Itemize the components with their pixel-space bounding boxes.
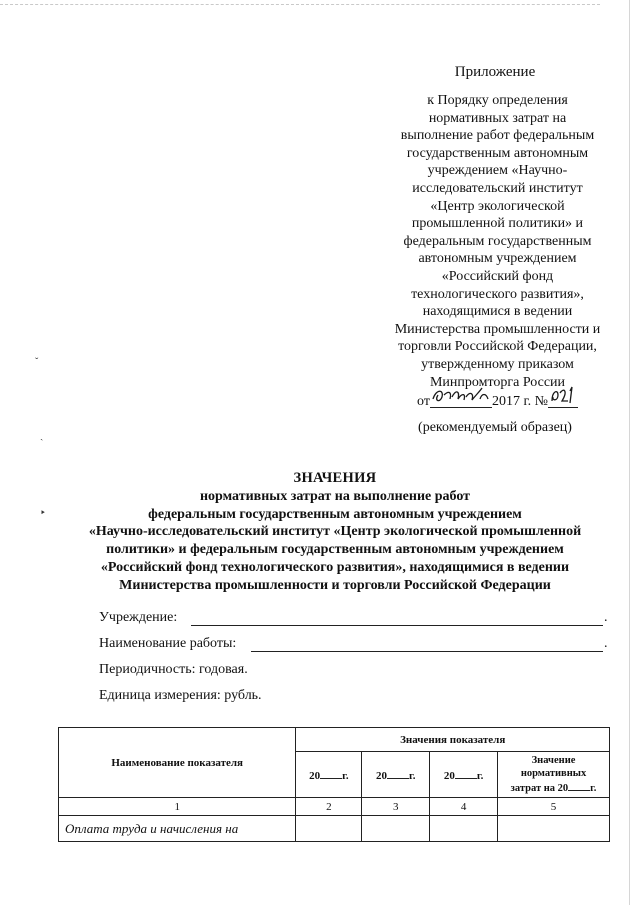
heading-line: федеральным государственным автономным учреждением: [148, 506, 522, 522]
appendix-line: нормативных затрат на: [428, 110, 567, 126]
order-year: 2017 г. №: [491, 394, 548, 410]
appendix-line: промышленной политики» и: [411, 216, 584, 232]
institution-label: Учреждение:: [99, 610, 178, 625]
appendix-line: автономным учреждением: [418, 251, 577, 267]
heading-line: «Научно-исследовательский институт «Центр экологической промышленной: [88, 524, 582, 540]
handwritten-order-number: [548, 391, 578, 408]
order-prefix: от: [417, 394, 430, 410]
appendix-line: учреждением «Научно-: [427, 163, 568, 179]
column-number: 5: [498, 798, 610, 816]
scan-speck: ˇ: [35, 357, 39, 368]
appendix-line: к Порядку определения: [427, 93, 568, 108]
appendix-line: Министерства промышленности и: [394, 321, 601, 337]
table-cell[interactable]: [296, 816, 362, 842]
work-name-blank-line[interactable]: [251, 651, 603, 652]
column-number: 1: [59, 798, 296, 816]
handwriting-scribble-date: [430, 385, 492, 407]
institution-blank-line[interactable]: [191, 625, 603, 626]
header-year-3: 20 г.: [430, 752, 498, 798]
appendix-line: государственным автономным: [406, 145, 589, 161]
table-cell[interactable]: [430, 816, 498, 842]
header-year-1: 20 г.: [296, 752, 362, 798]
appendix-line: Минпромторга России: [429, 374, 566, 390]
work-name-field[interactable]: Наименование работы: .: [99, 636, 608, 651]
table-cell[interactable]: [362, 816, 430, 842]
table-row-label: Оплата труда и начисления на: [59, 816, 296, 842]
work-name-label: Наименование работы:: [99, 636, 237, 651]
heading-line: нормативных затрат на выполнение работ: [199, 488, 471, 504]
indicator-table: [58, 727, 610, 842]
header-indicator-name: Наименование показателя: [59, 728, 296, 798]
periodicity-text: Периодичность: годовая.: [99, 662, 248, 677]
appendix-line: технологического развития»,: [411, 286, 584, 302]
appendix-line: исследовательский институт: [412, 180, 583, 196]
heading-line: «Российский фонд технологического развития», находящимися в ведении: [100, 559, 570, 575]
handwritten-order-date: [430, 391, 492, 408]
order-reference: [370, 391, 625, 411]
institution-field[interactable]: Учреждение: .: [99, 610, 608, 625]
appendix-title: Приложение: [454, 64, 536, 80]
appendix-line: федеральным государственным: [403, 233, 592, 249]
recommended-sample-note: (рекомендуемый образец): [418, 420, 572, 435]
appendix-line: «Российский фонд: [441, 268, 554, 284]
scan-right-border: [629, 0, 630, 905]
appendix-line: утвержденному приказом: [421, 356, 574, 372]
header-indicator-values: Значения показателя: [296, 728, 610, 752]
appendix-line: находящимися в ведении: [422, 304, 573, 320]
scan-speck: ‣: [40, 508, 46, 519]
document-heading: [60, 470, 610, 595]
column-number: 3: [362, 798, 430, 816]
header-normative-value: Значение нормативных затрат на 20 г.: [498, 752, 610, 798]
appendix-line: торговли Российской Федерации,: [398, 339, 597, 355]
column-number: 2: [296, 798, 362, 816]
column-number: 4: [430, 798, 498, 816]
unit-text: Единица измерения: рубль.: [99, 688, 262, 703]
appendix-line: «Центр экологической: [430, 198, 565, 214]
handwriting-scribble-number: [548, 385, 578, 407]
heading-title: ЗНАЧЕНИЯ: [293, 470, 377, 486]
appendix-line: выполнение работ федеральным: [400, 128, 595, 144]
scan-top-border: [0, 4, 600, 5]
header-year-2: 20 г.: [362, 752, 430, 798]
table-cell[interactable]: [498, 816, 610, 842]
scan-speck: ˎ: [40, 430, 44, 441]
heading-line: политики» и федеральным государственным автономным учреждением: [106, 542, 564, 558]
heading-line: Министерства промышленности и торговли Российской Федерации: [119, 577, 551, 593]
appendix-basis: [370, 92, 625, 411]
